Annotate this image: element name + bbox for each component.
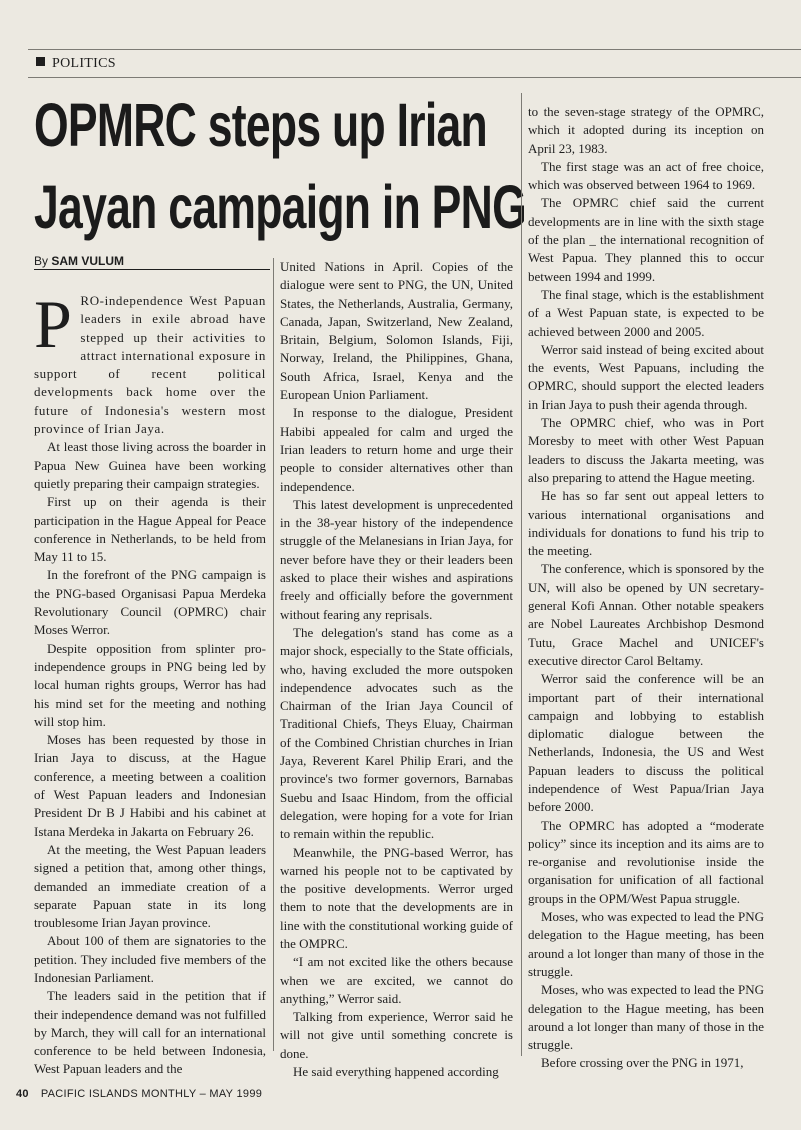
paragraph: to the seven-stage strategy of the OPMRC, which it adopted during its inception on April 23, 1983. — [528, 104, 764, 156]
section-rule — [28, 77, 801, 78]
paragraph: The delegation's stand has come as a major shock, especially to the State officials, who, having excluded the more outspoken independence advocates such as the Chairman of the Irian Jaya Council of Traditional Chiefs, Theys Eluay, Chairman of the Combined Christian churches in Irian Jaya, Reverent Karel Philip Erari, and the province's two former governors, Barnabas Suebu and Isaac Hindom, from the official delegation, were hoping for a vote for Irian to remain within the republic. — [280, 624, 513, 842]
paragraph: At least those living across the boarder in Papua New Guinea have been working quietly preparing their campaign strategies. — [34, 439, 266, 491]
paragraph: Moses has been requested by those in Irian Jaya to discuss, at the Hague conference, a meeting between a coalition of West Papuan leaders and Indonesian President Dr B J Habibi and his cabinet at Istana Merdeka in Jakarta on February 26. — [34, 732, 266, 839]
page-number: 40 — [16, 1088, 29, 1100]
article-column-3 — [528, 103, 764, 1073]
paragraph: Werror said the conference will be an important part of their international campaign and lobbying to establish diplomatic dialogue between the Netherlands, Indonesia, the US and West Papuan leaders to discuss the political independence of West Papua/Irian Jaya before 2000. — [528, 671, 764, 815]
paragraph: The OPMRC chief said the current developments are in line with the sixth stage of the plan _ the international recognition of West Papua. They planned this to occur between 1994 and 1999. — [528, 195, 764, 284]
paragraph: The conference, which is sponsored by the UN, will also be opened by UN secretary-general Kofi Annan. Other notable speakers are Nobel Laureates Archbishop Desmond Tutu, Grace Machel and UNICEF's executive director Carol Beltamy. — [528, 561, 764, 668]
paragraph: The final stage, which is the establishment of a West Papuan state, is expected to be achieved between 2000 and 2005. — [528, 286, 764, 339]
headline-line-2: Jayan campaign in PNG — [34, 173, 526, 241]
column-divider — [521, 93, 522, 1056]
paragraph: At the meeting, the West Papuan leaders signed a petition that, among other things, demanded an immediate creation of a separate Papuan state in its long troublesome Irian Jayan province. — [34, 841, 266, 931]
paragraph: Talking from experience, Werror said he will not give until something concrete is done. — [280, 1009, 513, 1061]
byline-prefix: By — [34, 254, 49, 268]
paragraph: The first stage was an act of free choice, which was observed between 1964 to 1969. — [528, 158, 764, 193]
byline-author: SAM VULUM — [51, 254, 125, 268]
headline — [34, 84, 526, 248]
paragraph: This latest development is unprecedented in the 38-year history of the independence struggle of the Melanesians in Irian Jaya, for never before have they or their leaders been asked to place their wishes and aspirations freely and officially before the government without fearing any reprisals. — [280, 496, 513, 622]
paragraph: First up on their agenda is their participation in the Hague Appeal for Peace conference in Netherlands, to be held from May 11 to 15. — [34, 494, 266, 565]
paragraph: “I am not excited like the others because when we are excited, we cannot do anything,” Werror said. — [280, 954, 513, 1006]
byline — [34, 254, 270, 270]
paragraph: Werror said instead of being excited about the events, West Papuans, including the OPMRC, should support the elected leaders in Irian Jaya to push their agenda through. — [528, 341, 764, 412]
paragraph: Moses, who was expected to lead the PNG delegation to the Hague meeting, has been around a lot longer than many of those in the struggle. — [528, 909, 764, 979]
bullet-square-icon — [36, 57, 45, 66]
lead-paragraph: PRO-independence West Papuan leaders in exile abroad have stepped up their activities to attract international exposure in support of recent political developments back home over the future of Indonesia's western most province of Irian Jaya. — [34, 286, 266, 437]
publication-info: PACIFIC ISLANDS MONTHLY – MAY 1999 — [40, 1088, 263, 1100]
paragraph: The leaders said in the petition that if their independence demand was not fulfilled by March, they will call for an international conference to be held between Indonesia, West Papuan leaders and the — [34, 988, 266, 1077]
paragraph: The OPMRC chief, who was in Port Moresby to meet with other West Papuan leaders to discuss the Jakarta meeting, was also preparing to attend the Hague meeting. — [528, 415, 764, 485]
paragraph: Meanwhile, the PNG-based Werror, has warned his people not to be captivated by the positive developments. Werror urged them to note that the developments are in line with the constitutional working guide of the OMPRC. — [280, 844, 513, 951]
paragraph: Moses, who was expected to lead the PNG delegation to the Hague meeting, has been around a lot longer than many of those in the struggle. — [528, 982, 764, 1053]
headline-line-1: OPMRC steps up Irian — [34, 91, 488, 159]
article-column-1 — [34, 286, 266, 1079]
paragraph: In response to the dialogue, President Habibi appealed for calm and urged the Irian leaders to return home and urge their people to consider alternatives other than independence. — [280, 405, 513, 494]
page-footer — [16, 1088, 262, 1100]
paragraph: The OPMRC has adopted a “moderate policy” since its inception and its aims are to re-organise and revolutionise inside the organisation for unification of all factional groups in the OPM/West Papua struggle. — [528, 817, 764, 906]
top-rule — [28, 49, 801, 50]
paragraph: He has so far sent out appeal letters to various international organisations and individuals for donations to fund his trip to the meeting. — [528, 488, 764, 559]
paragraph: United Nations in April. Copies of the dialogue were sent to PNG, the UN, United States, the Netherlands, Australia, Germany, Canada, Japan, Switzerland, New Zealand, Britain, Belgium, Solomon Islands, Fiji, Norway, Ireland, the Philippines, Ghana, South Africa, Israel, Kenya and the European Union Parliament. — [280, 259, 513, 403]
paragraph: He said everything happened according — [293, 1064, 499, 1080]
paragraph: Despite opposition from splinter pro-independence groups in PNG being led by local human rights groups, Werror has had his mind set for the meeting and nothing will stop him. — [34, 640, 266, 729]
section-text: POLITICS — [52, 56, 116, 71]
section-label — [36, 56, 116, 72]
paragraph: Before crossing over the PNG in 1971, — [541, 1055, 744, 1071]
paragraph: About 100 of them are signatories to the petition. They included five members of the Indonesian Parliament. — [34, 933, 266, 985]
paragraph: In the forefront of the PNG campaign is the PNG-based Organisasi Papua Merdeka Revolutionary Council (OPMRC) chair Moses Werror. — [34, 567, 266, 638]
article-column-2 — [280, 258, 513, 1081]
drop-cap: P — [34, 286, 73, 362]
column-divider — [273, 258, 274, 1051]
